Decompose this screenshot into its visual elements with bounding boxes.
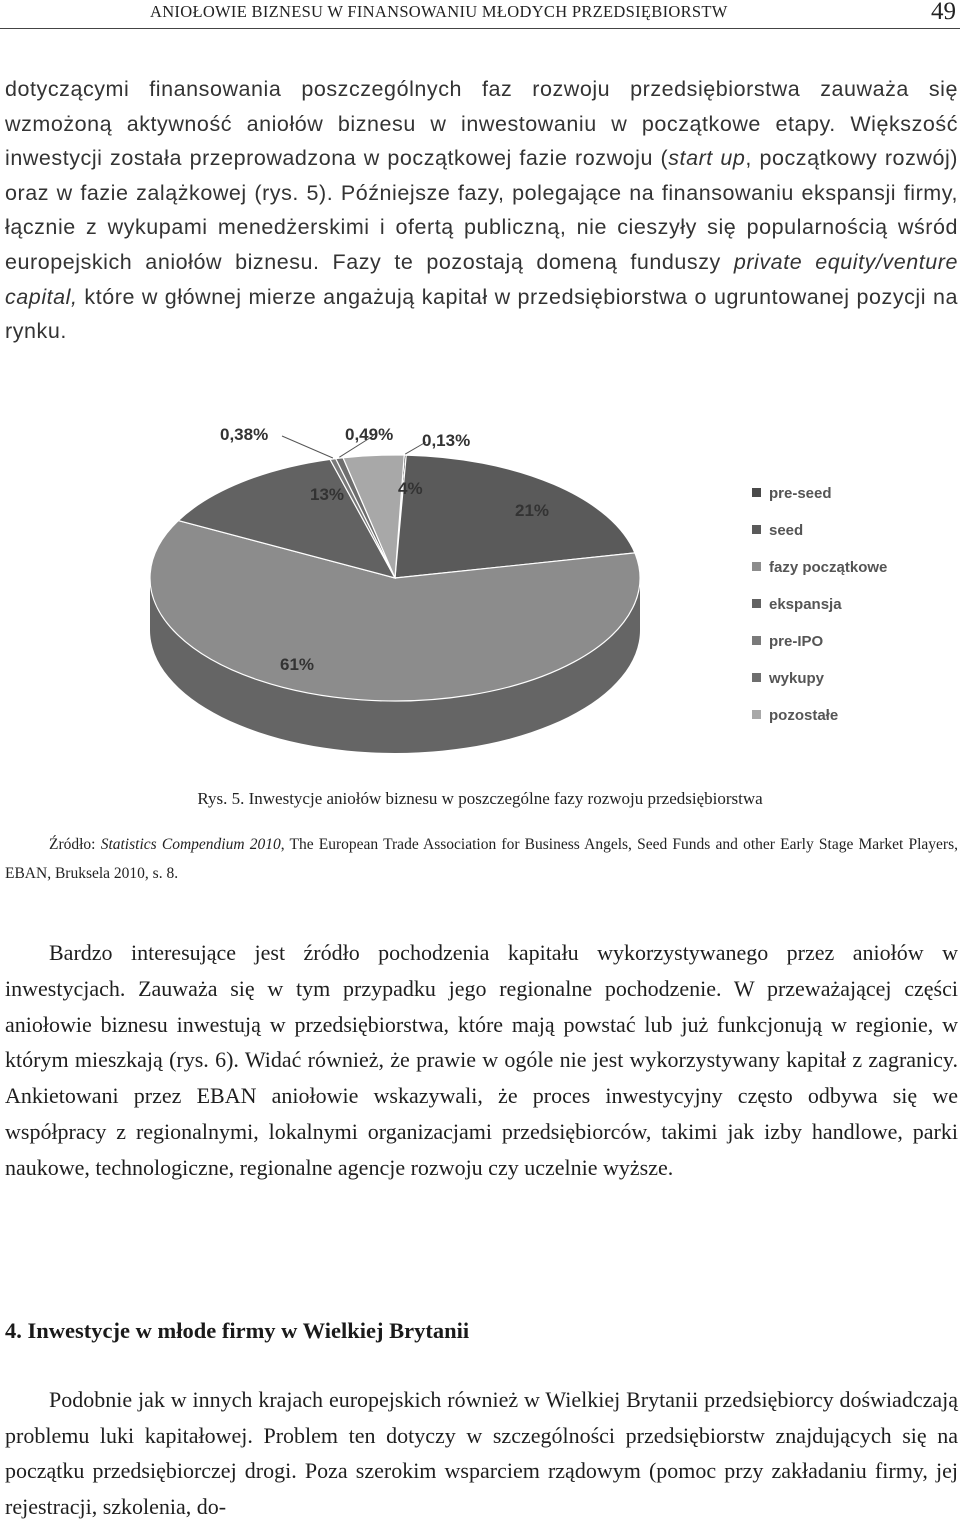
legend-swatch-ekspansja — [752, 599, 761, 608]
legend-label-wykupy: wykupy — [769, 670, 825, 687]
leader-line-pre-IPO — [282, 436, 333, 458]
figure-source — [5, 830, 958, 888]
pie-label-seed: 21% — [515, 501, 550, 520]
legend-label-seed: seed — [769, 522, 804, 539]
paragraph-1-text-b: , początkowy rozwój) oraz w fazie zalążkowej (rys. 5). Późniejsze fazy, polegające na finansowaniu ekspansji firmy, łącznie z wykupami menedżerskimi i ofertą publiczną, nie cieszyły się popularnością wśród europejskich aniołów biznesu. Fazy te pozostają domeną funduszy — [5, 146, 958, 274]
pie-label-ekspansja: 13% — [310, 485, 345, 504]
paragraph-1-text-c: które w głównej mierze angażują kapitał w przedsiębiorstwa o ugruntowanej pozycji na rynku. — [5, 284, 958, 344]
pie-label-pre-IPO: 0,38% — [220, 425, 269, 444]
body-paragraph-2: Bardzo interesujące jest źródło pochodzenia kapitału wykorzystywanego przez aniołów w inwestycjach. Zauważa się w tym przypadku jego regionalne pochodzenie. W przeważającej części aniołowie biznesu inwestują w przedsiębiorstwa, które mają powstać lub już funkcjonują w regionie, w którym mieszkają (rys. 6). Widać również, że prawie w ogóle nie jest wykorzystywany kapitał z zagranicy. Ankietowani przez EBAN aniołowie wskazywali, że proces inwestycyjny często odbywa się we współpracy z regionalnymi, lokalnymi organizacjami przedsiębiorców, takimi jak izby handlowe, parki naukowe, technologiczne, regionalne agencje rozwoju czy uczelnie wyższe. — [5, 940, 958, 1180]
pie-label-fazy początkowe: 61% — [280, 655, 315, 674]
paragraph-1-text-a: dotyczącymi finansowania poszczególnych faz rozwoju przedsiębiorstwa zauważa się wzmożoną aktywność aniołów biznesu w inwestowaniu w początkowe etapy. Większość inwestycji została przeprowadzona w początkowej fazie rozwoju ( — [5, 77, 958, 171]
source-details: , The European Trade Association for Business Angels, Seed Funds and other Early Stage Market Players, EBAN, Bruksela 2010, s. 8. — [5, 836, 958, 882]
section-heading: 4. Inwestycje w młode firmy w Wielkiej Brytanii — [5, 1318, 470, 1343]
pie-label-pozostałe: 4% — [398, 479, 423, 498]
paragraph-1-italic-b: private equity/venture capital, — [5, 249, 958, 309]
running-head: ANIOŁOWIE BIZNESU W FINANSOWANIU MŁODYCH PRZEDSIĘBIORSTW — [150, 2, 728, 21]
legend-swatch-seed — [752, 525, 761, 534]
legend-label-pre-seed: pre-seed — [769, 485, 832, 502]
pie-chart — [150, 418, 890, 763]
paragraph-1-italic-a: start up — [668, 146, 746, 171]
figure-caption: Rys. 5. Inwestycje aniołów biznesu w poszczególne fazy rozwoju przedsiębiorstwa — [197, 789, 763, 808]
figure-chart — [150, 418, 890, 763]
header-rule — [0, 28, 960, 29]
legend-swatch-fazy początkowe — [752, 562, 761, 571]
pie-label-pre-seed: 0,13% — [422, 431, 471, 450]
legend-swatch-pozostałe — [752, 710, 761, 719]
legend-label-ekspansja: ekspansja — [769, 596, 842, 613]
legend-swatch-pre-IPO — [752, 636, 761, 645]
source-title: Statistics Compendium 2010 — [100, 836, 281, 853]
legend-swatch-pre-seed — [752, 488, 761, 497]
source-prefix: Źródło: — [49, 836, 101, 853]
pie-label-wykupy: 0,49% — [345, 425, 394, 444]
page-number: 49 — [931, 0, 956, 25]
legend-label-pre-IPO: pre-IPO — [769, 633, 824, 650]
body-paragraph-1 — [5, 72, 958, 349]
legend-label-pozostałe: pozostałe — [769, 707, 839, 724]
legend-label-fazy początkowe: fazy początkowe — [769, 559, 888, 576]
legend-swatch-wykupy — [752, 673, 761, 682]
body-paragraph-3: Podobnie jak w innych krajach europejskich również w Wielkiej Brytanii przedsiębiorcy doświadczają problemu luki kapitałowej. Problem ten dotyczy w szczególności przedsiębiorstw znajdujących się na początku przedsiębiorczej drogi. Poza szerokim wsparciem rządowym (pomoc przy zakładaniu firmy, jej rejestracji, szkolenia, do- — [5, 1387, 958, 1519]
page-header — [0, 0, 960, 30]
